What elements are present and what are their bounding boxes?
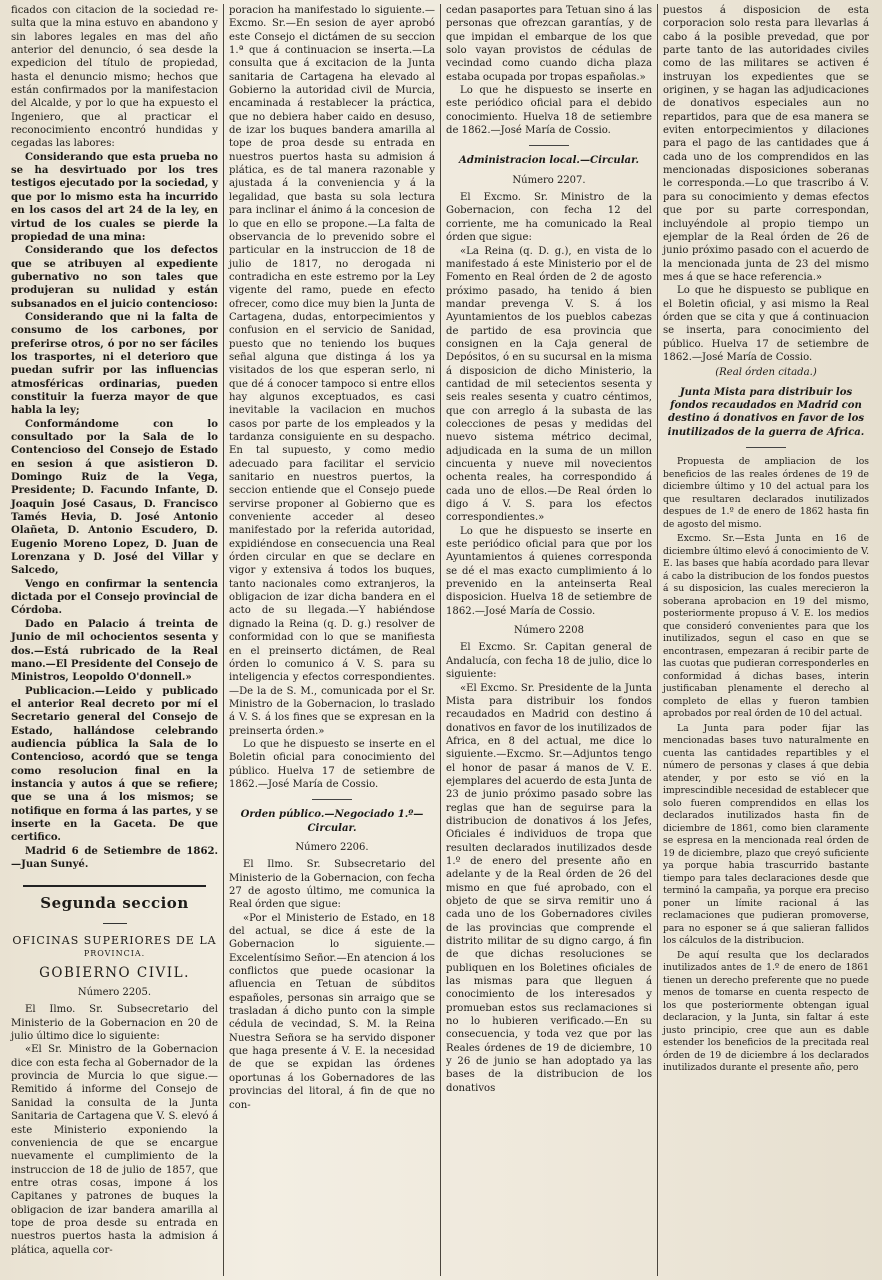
paragraph: «Por el Ministerio de Estado, en 18 del actual, se dice á este de la Gobernacion lo siguiente.—Excelentísimo Señor.—En atencion á los conflictos que puede ocasionar la afluencia en Tetuan de súbditos españoles, personas sin arraigo que se trasladan á dicho punto con la simple cédula de vecindad, S. M. la Reina Nuestra Señora se ha servido disponer que haga presente á V. E. la necesidad de que se expidan las órdenes oportunas á los Gobernadores de las provincias del litoral, á fin de que no con- — [229, 912, 435, 1111]
column-1 — [6, 4, 223, 1276]
column-3 — [440, 4, 657, 1276]
heading: Administracion local.—Circular. — [459, 155, 639, 167]
paragraph: Lo que he dispuesto se inserte en el Boletin oficial para conocimiento del público. Huelva 17 de setiembre de 1862.—José María de Cossio. — [229, 738, 435, 790]
paragraph: Publicacion.—Leido y publicado el anterior Real decreto por mí el Secretario general del Consejo de Estado, hallándose celebrando audiencia pública la Sala de lo Contencioso, acordó que se tenga como resolucion final en la instancia y autos á que se refiere; que se una á los mismos; se notifique en forma á las partes, y se inserte en la Gaceta. De que certifico. — [11, 685, 218, 844]
paragraph: El Ilmo. Sr. Subsecretario del Ministerio de la Gobernacion en 20 de julio último dice lo siguiente: — [11, 1004, 218, 1043]
paragraph: El Excmo. Sr. Ministro de la Gobernacion, con fecha 12 del corriente, me ha comunicado la Real órden que sigue: — [446, 192, 652, 244]
number-label: Número 2206. — [295, 841, 369, 853]
paragraph: Considerando que ni la falta de consumo de los carbones, por preferirse otros, ó por no ser fáciles los trasportes, ni el deterioro que puedan sufrir por las influencias atmosféricas ordinarias, pueden constituir la fuerza mayor de que habla la ley; — [11, 311, 218, 417]
cited-label: (Real órden citada.) — [715, 367, 817, 379]
paragraph: De aquí resulta que los declarados inutilizados antes de 1.º de enero de 1861 tienen un derecho preferente que no puede menos de tomarse en cuenta respecto de los que posteriormente obtengan igual declaracion, y la Junta, sin faltar á este justo principio, cree que aun es dable estender los beneficios de la precitada real órden de 19 de diciembre á los declarados inutilizados durante el presente año, pero — [663, 949, 869, 1073]
paragraph: Conformándome con lo consultado por la Sala de lo Contencioso del Consejo de Estado en sesion á que asistieron D. Domingo Ruiz de la Vega, Presidente; D. Facundo Infante, D. Joaquin José Casaus, D. Francisco Tamés Hevia, D. José Antonio Olañeta, D. Antonio Escudero, D. Eugenio Moreno Lopez, D. Juan de Lorenzana y D. José del Villar y Salcedo, — [11, 418, 218, 577]
gov-title: GOBIERNO CIVIL. — [39, 964, 190, 981]
column-2 — [223, 4, 440, 1276]
small-print — [663, 456, 869, 1075]
paragraph: «El Excmo. Sr. Presidente de la Junta Mista para distribuir los fondos recaudados en Madrid con destino á donativos en favor de los inutilizados de Africa, en 8 del actual, me dice lo siguiente.—Excmo. Sr.—Adjuntos tengo el honor de pasar á manos de V. E. ejemplares del acuerdo de esta Junta de 23 de junio próximo pasado sobre las reglas que han de seguirse para la distribucion de donativos á los Jefes, Oficiales é individuos de tropa que resulten declarados inutilizados desde 1.º de enero del presente año en adelante y de la Real órden de 26 del mismo en que fué aprobado, con el objeto de que se sirva remitir uno á cada uno de los Gobernadores civiles de las provincias que comprende el distrito militar de su digno cargo, á fin de que dichas resoluciones se publiquen en los Boletines oficiales de las mismas para que lleguen á conocimiento de los interesados y promueban estos sus reclamaciones si no lo hubieren verificado.—En su consecuencia, y toda vez que por las Reales órdenes de 19 de diciembre, 10 y 26 de junio se han adoptado ya las bases de la distribucion de los donativos — [446, 682, 652, 1094]
heading: Junta Mista para distribuir los fondos recaudados en Madrid con destino á donativos en favor de los inutilizados de la guerra de Africa. — [667, 386, 865, 438]
paragraph: poracion ha manifestado lo siguiente.—Excmo. Sr.—En sesion de ayer aprobó este Consejo el dictámen de su seccion 1.ª que á continuacion se inserta.—La consulta que á excitacion de la Junta sanitaria de Cartagena ha elevado al Gobierno la autoridad civil de Murcia, encaminada á restablecer la práctica, que no debiera haber caido en desuso, de izar los buques bandera amarilla al tope de proa desde su entrada en nuestros puertos hasta su admision á plática, es de tal manera razonable y ajustada á la conveniencia y á la legalidad, que basta su sola lectura para inclinar el ánimo á la concesion de lo que en ello se propone.—La falta de observancia de lo prevenido sobre el particular en la instruccion de 18 de julio de 1817, no derogada ni contradicha en este estremo por la Ley vigente del ramo, puede en efecto ofrecer, como dice muy bien la Junta de Cartagena, dudas, entorpecimientos y confusion en el servicio de Sanidad, puesto que no teniendo los buques señal alguna que distinga á los ya visitados de los que esperan serlo, ni que dé á conocer tampoco si entre ellos hay algunos exceptuados, es casi inevitable la vacilacion en muchos casos por parte de los empleados y la tardanza consiguiente en su despacho. En tal supuesto, y como medio adecuado para facilitar el servicio sanitario en nuestros puertos, la seccion entiende que el Consejo puede servirse proponer al Gobierno que es conveniente acceder al deseo manifestado por la referida autoridad, expidiéndose en consecuencia una Real órden circular en que se declare en vigor y extensiva á todos los buques, tanto nacionales como extranjeros, la obligacion de izar dicha bandera en el acto de su llegada.—Y habiéndose dignado la Reina (q. D. g.) resolver de conformidad con lo que se manifiesta en el preinserto dictámen, de Real órden lo comunico á V. S. para su inteligencia y efectos correspondientes.—De la de S. M., comunicada por el Sr. Ministro de la Gobernacion, lo traslado á V. S. á los fines que se expresan en la preinserta órden.» — [229, 5, 435, 737]
paragraph: Considerando que los defectos que se atribuyen al expediente gubernativo no son tales que produjeran su nulidad y están subsanados en el juicio contencioso: — [11, 245, 218, 310]
divider — [746, 447, 786, 448]
paragraph: La Junta para poder fijar las mencionadas bases tuvo naturalmente en cuenta las cantidades repartibles y el número de personas y clases á que debia atender, y por esto se vió en la imprescindible necesidad de establecer que solo fueren comprendidos en ellas los declarados inutilizados hasta fin de diciembre de 1861, como bien claramente se espresa en la mencionada real órden de 19 de diciembre, plazo que creyó suficiente ya porque habia trascurrido bastante tiempo para tales declaraciones desde que terminó la campaña, ya porque era preciso poner un límite racional á las reclamaciones que pudieran promoverse, para no esponer se á que salieran fallidos los cálculos de la distribucion. — [663, 722, 869, 946]
paragraph: Lo que he dispuesto se publique en el Boletin oficial, y asi mismo la Real órden que se cita y que á continuacion se inserta, para conocimiento del público. Huelva 17 de setiembre de 1862.—José María de Cossio. — [663, 285, 869, 363]
paragraph: Vengo en confirmar la sentencia dictada por el Consejo provincial de Córdoba. — [11, 578, 218, 617]
paragraph: Lo que he dispuesto se inserte en este periódico oficial para el debido conocimiento. Huelva 18 de setiembre de 1862.—José María de Cossio. — [446, 85, 652, 137]
divider — [312, 799, 352, 800]
paragraph: El Ilmo. Sr. Subsecretario del Ministerio de la Gobernacion, con fecha 27 de agosto último, me comunica la Real órden que sigue: — [229, 859, 435, 911]
paragraph: «La Reina (q. D. g.), en vista de lo manifestado á este Ministerio por el de Fomento en Real órden de 2 de agosto próximo pasado, ha tenido á bien mandar prevenga V. S. á los Ayuntamientos de los pueblos cabezas de partido de esa provincia que consignen en la Caja general de Depósitos, ó en su sucursal en la misma á disposicion de dicho Ministerio, la cantidad de mil setecientos sesenta y seis reales sesenta y cuatro céntimos, que con arreglo á la subasta de las colecciones de pesas y medidas del nuevo sistema métrico decimal, adjudicada en la suma de un millon cincuenta y nueve mil novecientos ochenta reales, ha correspondido á cada uno de ellos.—De Real órden lo digo á V. S. para los efectos correspondientes.» — [446, 245, 652, 524]
paragraph: Propuesta de ampliacion de los beneficios de las reales órdenes de 19 de diciembre último y 10 del actual para los que resultaren declarados inutilizados despues de 1.º de enero de 1862 hasta fin de agosto del mismo. — [663, 456, 869, 530]
divider — [529, 145, 569, 146]
paragraph: puestos á disposicion de esta corporacion solo resta para llevarlas á cabo á la posible prevedad, que por parte tanto de las autoridades civiles como de las militares se activen é instruyan los expedientes que se originen, y se hagan las adjudicaciones de donativos especiales aun no repartidos, para que de esa manera se eviten entorpecimientos y dilaciones para el pago de las cantidades que á cada uno de los comprendidos en las mencionadas disposiciones soberanas le corresponda.—Lo que trascribo á V. para su conocimiento y demas efectos que por su parte correspondan, incluyéndole al propio tiempo un ejemplar de la Real órden de 26 de junio próximo pasado con el acuerdo de la mencionada junta de 23 del mismo mes á que se hace referencia.» — [663, 5, 869, 283]
paragraph: ficados con citacion de la sociedad re-sulta que la mina estuvo en abandono y sin labores legales en mas del año anterior del denuncio, ó sea desde la expedicion del título de propiedad, hasta el denuncio mismo; hechos que están confirmados por la manifestacion del Alcalde, y por lo que ha expuesto el Ingeniero, que al practicar el reconocimiento encontró hundidas y cegadas las labores: — [11, 5, 218, 150]
number-label: Número 2205. — [77, 987, 152, 999]
province-label: PROVINCIA. — [83, 949, 146, 959]
number-label: Número 2208 — [513, 625, 585, 637]
column-4 — [657, 4, 874, 1276]
columns — [6, 4, 876, 1276]
paragraph: Considerando que esta prueba no se ha desvirtuado por los tres testigos ejecutado por la sociedad, y que por lo mismo esta ha incurrido en los casos del art 24 de la ley, en virtud de los cuales se pierde la propiedad de una mina: — [11, 151, 218, 243]
signature: Madrid 6 de Setiembre de 1862. —Juan Sunyé. — [11, 845, 218, 870]
paragraph: Dado en Palacio á treinta de Junio de mil ochocientos sesenta y dos.—Está rubricado de la Real mano.—El Presidente del Consejo de Ministros, Leopoldo O'donnell.» — [11, 618, 218, 684]
office-title: OFICINAS SUPERIORES DE LA — [12, 934, 217, 948]
paragraph: El Excmo. Sr. Capitan general de Andalucía, con fecha 18 de julio, dice lo siguiente: — [446, 642, 652, 681]
paragraph: Excmo. Sr.—Esta Junta en 16 de diciembre último elevó á conocimiento de V. E. las bases que había acordado para llevar á cabo la distribucion de los fondos puestos á su disposicion, las cuales merecieron la soberana aprobacion en 19 del mismo, posteriormente propuso á V. E. los medios que consideró convenientes para que los inutilizados, segun el caso en que se encontrasen, empezaran á recibir parte de las cuotas que pudieran corresponderles en conformidad á dichas bases, interin justificaban plenamente el derecho al completo de ellas y fueron tambien aprobados por real órden de 10 del actual. — [663, 533, 869, 719]
heading: Orden público.—Negociado 1.º— Circular. — [240, 809, 424, 834]
number-label: Número 2207. — [512, 174, 586, 186]
section-title: Segunda seccion — [40, 894, 189, 913]
paragraph: cedan pasaportes para Tetuan sino á las personas que ofrezcan garantías, y de que impidan el embarque de los que solo vayan provistos de cédulas de vecindad como cuando dicha plaza estaba ocupada por tropas españolas.» — [446, 5, 652, 83]
paragraph: «El Sr. Ministro de la Gobernacion dice con esta fecha al Gobernador de la provincia de Murcia lo que sigue.—Remitido á informe del Consejo de Sanidad la consulta de la Junta Sanitaria de Cartagena que V. S. elevó á este Ministerio exponiendo la conveniencia de que se encargue nuevamente el cumplimiento de la instruccion de 18 de julio de 1857, que entre otras cosas, impone á los Capitanes y patrones de buques la obligacion de izar bandera amarilla al tope de proa desde su entrada en nuestros puertos hasta la admision á plática, aquella cor- — [11, 1044, 218, 1256]
section-rule — [23, 885, 206, 887]
paragraph: Lo que he dispuesto se inserte en este periódico oficial para que por los Ayuntamientos á quienes corresponda se dé el mas exacto cumplimiento á lo prevenido en la anteinserta Real disposicion. Huelva 18 de setiembre de 1862.—José María de Cossio. — [446, 525, 652, 617]
dash-rule — [11, 915, 218, 928]
